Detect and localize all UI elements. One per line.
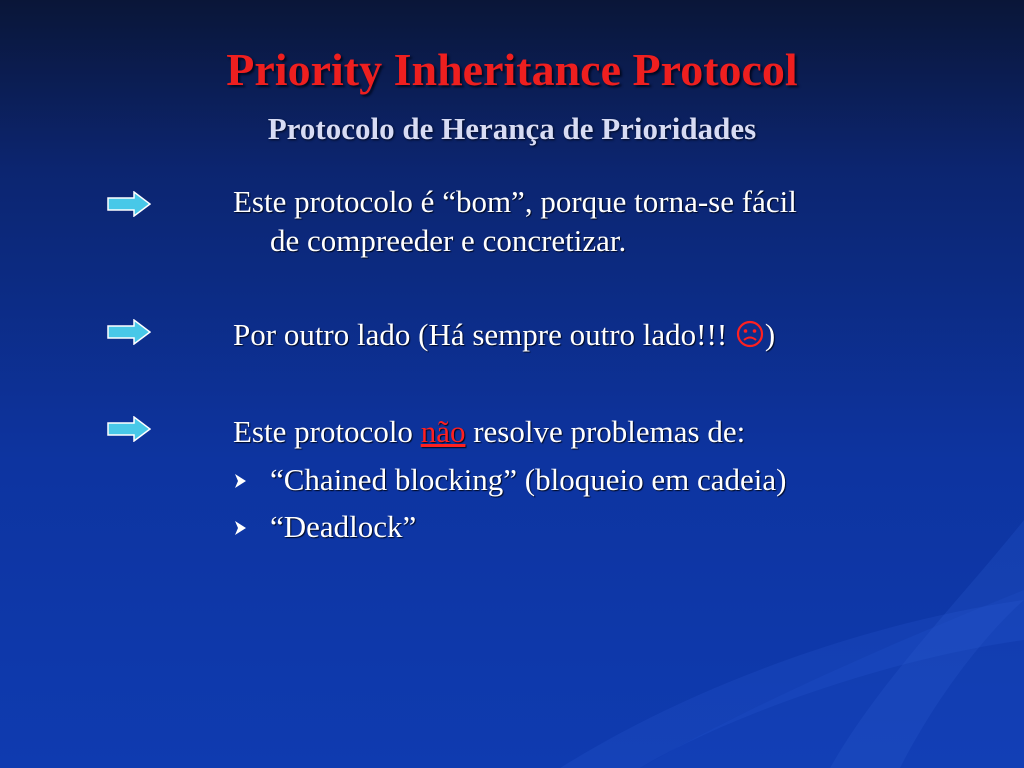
chevron-right-icon xyxy=(232,471,250,491)
bullet-3-before: Este protocolo xyxy=(233,414,421,449)
right-arrow-icon xyxy=(107,191,151,217)
right-arrow-icon xyxy=(107,319,151,345)
bullet-1-line-2: de compreeder e concretizar. xyxy=(270,223,627,258)
right-arrow-icon xyxy=(107,416,151,442)
sub-item-deadlock: “Deadlock” xyxy=(270,509,417,544)
bullet-2-before: Por outro lado (Há sempre outro lado!!! xyxy=(233,317,735,352)
bullet-3-after: resolve problemas de: xyxy=(465,414,746,449)
bullet-2-text xyxy=(233,314,775,356)
bullet-1-line-1: Este protocolo é “bom”, porque torna-se fácil xyxy=(233,184,797,219)
sub-item-chained-blocking: “Chained blocking” (bloqueio em cadeia) xyxy=(270,462,787,497)
frown-face-icon xyxy=(736,320,764,348)
slide-title: Priority Inheritance Protocol xyxy=(226,44,798,95)
bullet-3-text xyxy=(233,411,745,453)
bullet-2-after: ) xyxy=(764,317,776,352)
highlight-nao: não xyxy=(420,414,466,449)
chevron-right-icon xyxy=(232,518,250,538)
slide-subtitle: Protocolo de Herança de Prioridades xyxy=(267,111,757,146)
